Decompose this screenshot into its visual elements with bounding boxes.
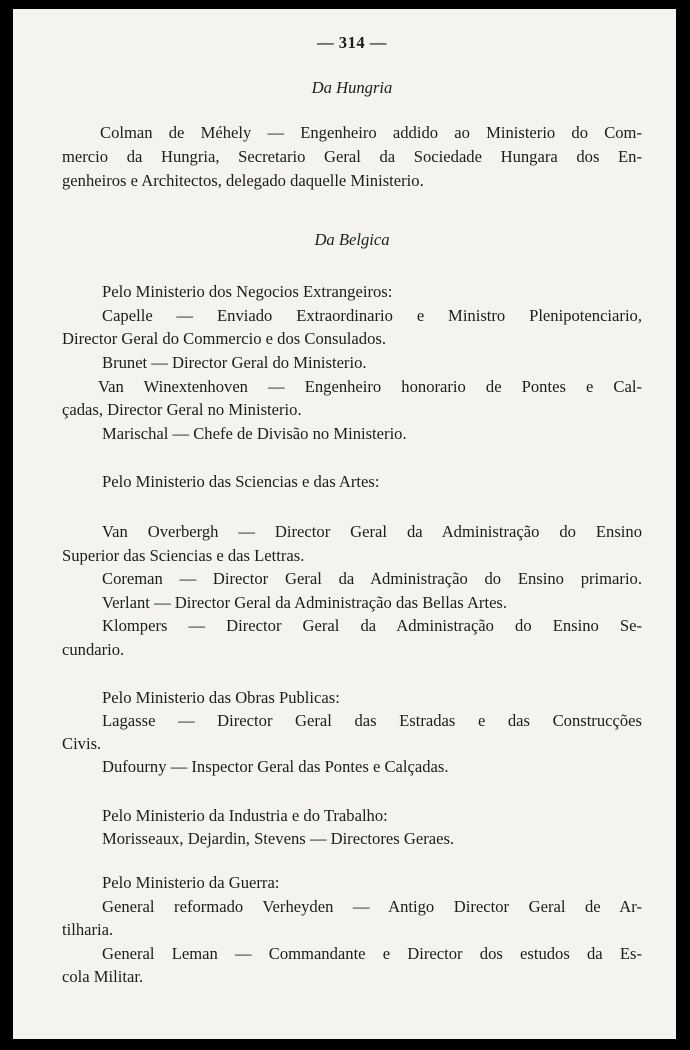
text-line: Civis. bbox=[62, 734, 102, 753]
text-line: cola Militar. bbox=[62, 967, 144, 986]
text-line: General Leman — Commandante e Director dos estudos da Es- bbox=[102, 944, 642, 963]
text-line: Verlant — Director Geral da Administração das Bellas Artes. bbox=[102, 593, 508, 612]
ministry-heading: Pelo Ministerio das Obras Publicas: bbox=[102, 688, 340, 707]
text-line: cundario. bbox=[62, 640, 125, 659]
text-line: Van Overbergh — Director Geral da Administração do Ensino bbox=[102, 522, 642, 541]
text-line: tilharia. bbox=[62, 920, 114, 939]
ministry-heading: Pelo Ministerio da Guerra: bbox=[102, 873, 280, 892]
text-line: Van Winextenhoven — Engenheiro honorario de Pontes e Cal- bbox=[98, 377, 642, 396]
section-heading-belgica: Da Belgica bbox=[314, 230, 390, 249]
text-line: Lagasse — Director Geral das Estradas e das Construcções bbox=[102, 711, 642, 730]
section-heading-hungria: Da Hungria bbox=[311, 78, 393, 97]
text-line: Klompers — Director Geral da Administração do Ensino Se- bbox=[102, 616, 642, 635]
text-line: Brunet — Director Geral do Ministerio. bbox=[102, 353, 367, 372]
document-page bbox=[13, 9, 676, 1039]
page-number: — 314 — bbox=[317, 33, 387, 52]
text-line: mercio da Hungria, Secretario Geral da Sociedade Hungara dos En- bbox=[62, 147, 642, 166]
text-line: General reformado Verheyden — Antigo Director Geral de Ar- bbox=[102, 897, 642, 916]
text-line: çadas, Director Geral no Ministerio. bbox=[62, 400, 302, 419]
ministry-heading: Pelo Ministerio da Industria e do Trabalho: bbox=[102, 806, 388, 825]
ministry-heading: Pelo Ministerio das Sciencias e das Artes: bbox=[102, 472, 380, 491]
text-line: Superior das Sciencias e das Lettras. bbox=[62, 546, 305, 565]
text-line: genheiros e Architectos, delegado daquelle Ministerio. bbox=[62, 171, 424, 190]
ministry-heading: Pelo Ministerio dos Negocios Extrangeiros: bbox=[102, 282, 393, 301]
text-line: Marischal — Chefe de Divisão no Ministerio. bbox=[102, 424, 407, 443]
text-line: Colman de Méhely — Engenheiro addido ao Ministerio do Com- bbox=[100, 123, 642, 142]
text-line: Capelle — Enviado Extraordinario e Ministro Plenipotenciario, bbox=[102, 306, 642, 325]
text-line: Dufourny — Inspector Geral das Pontes e Calçadas. bbox=[102, 757, 449, 776]
text-line: Morisseaux, Dejardin, Stevens — Directores Geraes. bbox=[102, 829, 455, 848]
text-line: Coreman — Director Geral da Administração do Ensino primario. bbox=[102, 569, 642, 588]
text-line: Director Geral do Commercio e dos Consulados. bbox=[62, 329, 386, 348]
